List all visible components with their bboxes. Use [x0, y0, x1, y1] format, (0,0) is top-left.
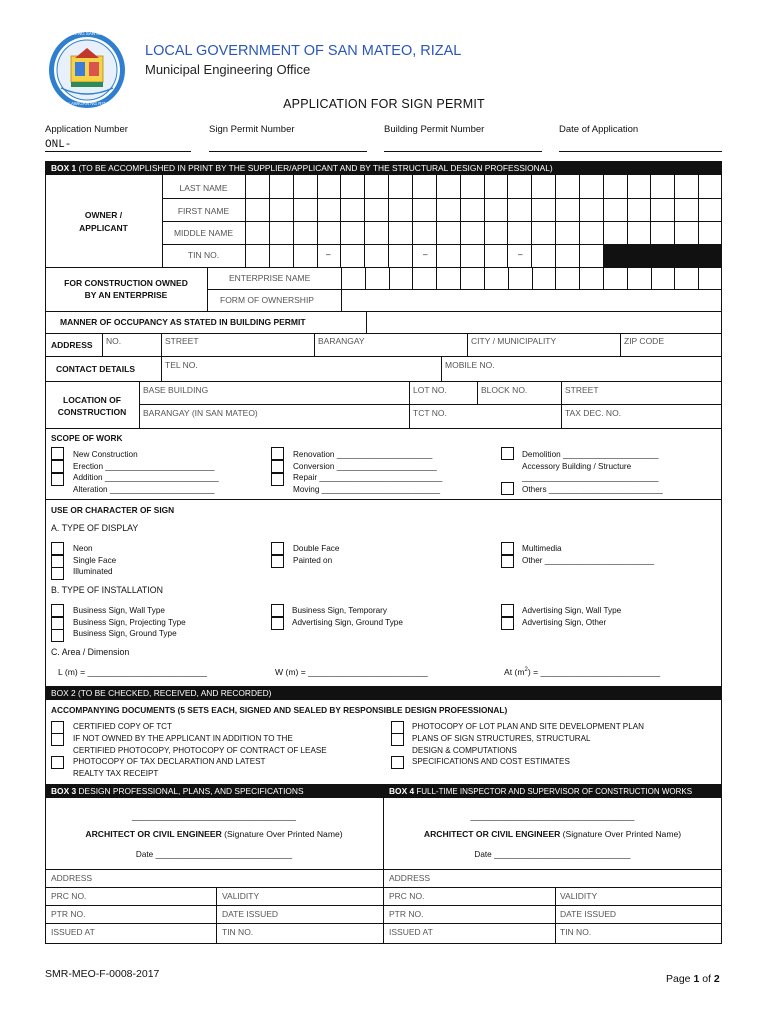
document-item: PHOTOCOPY OF LOT PLAN AND SITE DEVELOPMENT PLAN [412, 722, 644, 731]
display-checkbox[interactable] [51, 567, 64, 580]
box3-lead: BOX 3 [51, 786, 77, 796]
address-street-label: STREET [165, 336, 199, 346]
box4-bar-text: FULL-TIME INSPECTOR AND SUPERVISOR OF CONSTRUCTION WORKS [414, 787, 693, 796]
character-cell-divider [436, 175, 437, 267]
last-name-label: LAST NAME [179, 183, 228, 193]
scope-of-work-title: SCOPE OF WORK [51, 433, 123, 443]
character-cell-divider [603, 267, 604, 289]
character-cell-divider [412, 175, 413, 267]
install-col1 [73, 605, 186, 640]
occupancy-label: MANNER OF OCCUPANCY AS STATED IN BUILDING PERMIT [60, 317, 306, 327]
box4-signature-line[interactable]: ____________________________________ [470, 812, 635, 821]
installation-checkbox[interactable] [51, 629, 64, 642]
building-permit-number-line[interactable] [384, 151, 542, 152]
building-permit-number-label: Building Permit Number [384, 124, 485, 135]
install-item: Business Sign, Ground Type [73, 629, 177, 639]
character-cell-divider [340, 175, 341, 267]
character-cell-divider [365, 267, 366, 289]
box3-prc-label: PRC NO. [51, 891, 87, 901]
page-prefix: Page [666, 973, 694, 985]
col-line [161, 356, 162, 381]
scope-item: Renovation _____________________ [293, 450, 433, 459]
row-line [45, 887, 722, 888]
block-no-label: BLOCK NO. [481, 385, 528, 395]
tct-no-label: TCT NO. [413, 408, 447, 418]
box3-tin-label: TIN NO. [222, 927, 254, 937]
character-cell-divider [531, 175, 532, 267]
character-cell-divider [579, 267, 580, 289]
col-line [216, 887, 217, 944]
base-building-label: BASE BUILDING [143, 385, 209, 395]
enterprise-label-1: FOR CONSTRUCTION OWNED [64, 278, 188, 288]
row-line [45, 869, 722, 870]
install-item: Advertising Sign, Ground Type [292, 617, 403, 627]
enterprise-name-label: ENTERPRISE NAME [229, 273, 311, 283]
row-line [45, 923, 722, 924]
col-line [477, 381, 478, 404]
middle-name-label: MIDDLE NAME [173, 228, 234, 238]
enterprise-label-2: BY AN ENTERPRISE [84, 290, 168, 300]
character-cell-divider [674, 267, 675, 289]
area-field[interactable] [504, 667, 660, 677]
scope-item: Alteration _______________________ [73, 485, 215, 495]
scope-col2 [293, 449, 442, 496]
documents-right [412, 721, 644, 768]
use-of-sign-title: USE OR CHARACTER OF SIGN [51, 505, 175, 515]
box3-date-issued-label: DATE ISSUED [222, 909, 279, 919]
box3-ptr-label: PTR NO. [51, 909, 86, 919]
seal-text-bottom: LALAWIGAN NG RIZAL [62, 101, 112, 106]
scope-item: New Construction [73, 450, 138, 459]
scope-checkbox[interactable] [501, 482, 514, 495]
tin-dash-2: – [423, 250, 428, 259]
scope-item: ______________________________ [522, 473, 659, 483]
character-cell-divider [436, 267, 437, 289]
scope-item: Others _________________________ [522, 485, 663, 495]
box3-role [45, 829, 383, 839]
application-number-label: Application Number [45, 124, 128, 135]
owner-label-1: OWNER / [84, 210, 123, 220]
date-of-application-label: Date of Application [559, 124, 639, 135]
installation-checkbox[interactable] [271, 617, 284, 630]
address-no-label: NO. [106, 336, 122, 346]
character-cell-divider [627, 267, 628, 289]
box3-role-note: (Signature Over Printed Name) [221, 829, 343, 839]
document-item: PHOTOCOPY OF TAX DECLARATION AND LATEST [73, 757, 266, 767]
box3-address-label: ADDRESS [51, 873, 93, 883]
address-zip-label: ZIP CODE [624, 336, 664, 346]
lot-no-label: LOT NO. [413, 385, 447, 395]
character-cell-divider [460, 175, 461, 267]
scope-checkbox[interactable] [271, 473, 284, 486]
install-item: Business Sign, Wall Type [73, 606, 165, 615]
box3-validity-label: VALIDITY [222, 891, 260, 901]
page-number: 1 [693, 973, 700, 985]
office-name: Municipal Engineering Office [145, 62, 311, 77]
box1-bar [45, 161, 722, 175]
installation-checkbox[interactable] [501, 604, 514, 617]
tax-dec-no-label: TAX DEC. NO. [565, 408, 622, 418]
row-line [45, 499, 722, 500]
scope-checkbox[interactable] [51, 447, 64, 460]
page-total: 2 [713, 973, 720, 985]
col-line [555, 887, 556, 944]
document-checkbox[interactable] [51, 733, 64, 746]
document-item: DESIGN & COMPUTATIONS [412, 745, 517, 755]
scope-col1 [73, 449, 219, 496]
display-checkbox[interactable] [501, 542, 514, 555]
scope-item: Demolition _____________________ [522, 450, 659, 459]
display-item: Painted on [293, 555, 333, 565]
box4-address-label: ADDRESS [389, 873, 431, 883]
display-col1 [73, 543, 116, 578]
address-barangay-label: BARANGAY [318, 336, 365, 346]
box4-ptr-label: PTR NO. [389, 909, 424, 919]
install-col2 [292, 605, 403, 628]
org-name: LOCAL GOVERNMENT OF SAN MATEO, RIZAL [145, 43, 462, 59]
location-label-2: CONSTRUCTION [57, 407, 127, 417]
box4-tin-label: TIN NO. [560, 927, 592, 937]
box3-box4-divider [383, 784, 384, 944]
scope-item: Repair ___________________________ [293, 473, 443, 483]
contact-details-label: CONTACT DETAILS [56, 364, 136, 374]
row-line [207, 289, 722, 290]
character-cell-divider [579, 175, 580, 267]
document-checkbox[interactable] [391, 733, 404, 746]
install-item: Business Sign, Temporary [292, 606, 387, 615]
scope-col3 [522, 449, 663, 496]
install-item: Advertising Sign, Other [522, 617, 607, 627]
width-field[interactable]: W (m) = _________________________ [275, 667, 428, 677]
box3-bar-text: DESIGN PROFESSIONAL, PLANS, AND SPECIFICATIONS [76, 786, 304, 796]
box4-prc-label: PRC NO. [389, 891, 425, 901]
box3-role-title: ARCHITECT OR CIVIL ENGINEER [85, 829, 222, 839]
col-line [441, 356, 442, 381]
area-suffix: ) = _________________________ [527, 667, 661, 677]
address-label: ADDRESS [51, 340, 93, 350]
box1-bar-text: (TO BE ACCOMPLISHED IN PRINT BY THE SUPPLIER/APPLICANT AND BY THE STRUCTURAL DESIGN PROFESSIONAL) [76, 163, 553, 173]
scope-item: Accessory Building / Structure [522, 461, 632, 471]
character-cell-divider [389, 267, 390, 289]
character-cell-divider [484, 175, 485, 267]
character-cell-divider [555, 267, 556, 289]
installation-checkbox[interactable] [51, 604, 64, 617]
form-of-ownership-label: FORM OF OWNERSHIP [220, 295, 314, 305]
col-line [366, 311, 367, 333]
row-line [45, 428, 722, 429]
scope-checkbox[interactable] [271, 447, 284, 460]
accompanying-docs-title: ACCOMPANYING DOCUMENTS (5 SETS EACH, SIGNED AND SEALED BY RESPONSIBLE DESIGN PROFESSIONAL) [51, 705, 508, 715]
character-cell-divider [651, 267, 652, 289]
location-street-label: STREET [565, 385, 599, 395]
scope-checkbox[interactable] [51, 473, 64, 486]
scope-item: Addition _________________________ [73, 473, 219, 483]
col-line [467, 333, 468, 356]
box4-role-note: (Signature Over Printed Name) [560, 829, 682, 839]
box1-lead: BOX 1 [51, 163, 77, 173]
document-item: IF NOT OWNED BY THE APPLICANT IN ADDITION TO THE [73, 733, 293, 743]
character-cell-divider [532, 267, 533, 289]
character-cell-divider [388, 175, 389, 267]
col-line [314, 333, 315, 356]
first-name-label: FIRST NAME [177, 206, 230, 216]
documents-left [73, 721, 327, 780]
tin-label: TIN NO. [187, 250, 220, 260]
display-checkbox[interactable] [271, 555, 284, 568]
sign-permit-number-line[interactable] [209, 151, 367, 152]
barangay-san-mateo-label: BARANGAY (IN SAN MATEO) [143, 408, 258, 418]
character-cell-divider [460, 267, 461, 289]
col-line [620, 333, 621, 356]
character-cell-divider [698, 267, 699, 289]
document-item: REALTY TAX RECEIPT [73, 769, 159, 779]
form-title: APPLICATION FOR SIGN PERMIT [283, 97, 485, 111]
application-number-line [45, 151, 191, 152]
character-cell-divider [317, 175, 318, 267]
character-cell-divider [293, 175, 294, 267]
installation-checkbox[interactable] [501, 617, 514, 630]
document-item: CERTIFIED PHOTOCOPY, PHOTOCOPY OF CONTRACT OF LEASE [73, 745, 327, 755]
scope-item: Conversion ______________________ [293, 461, 437, 471]
display-col2 [293, 543, 339, 566]
area-dimension-title: C. Area / Dimension [51, 647, 130, 657]
box4-role [383, 829, 722, 839]
install-item: Business Sign, Projecting Type [73, 617, 186, 627]
character-cell-divider [508, 267, 509, 289]
type-of-display-title: A. TYPE OF DISPLAY [51, 523, 139, 533]
scope-checkbox[interactable] [51, 460, 64, 473]
type-of-installation-title: B. TYPE OF INSTALLATION [51, 585, 163, 595]
character-cell-divider [507, 175, 508, 267]
display-checkbox[interactable] [271, 542, 284, 555]
character-cell-divider [484, 267, 485, 289]
character-cell-divider [364, 175, 365, 267]
form-code: SMR-MEO-F-0008-2017 [45, 968, 160, 980]
seal-text-top: BAYAN NG SAN MATEO [62, 31, 113, 36]
location-label-1: LOCATION OF [63, 395, 121, 405]
page-mid: of [699, 973, 714, 985]
tin-blacked-cells [603, 244, 722, 267]
display-item: Other ________________________ [522, 555, 655, 565]
box3-signature-line[interactable]: ____________________________________ [132, 812, 296, 821]
box4-date[interactable]: Date ______________________________ [474, 850, 631, 859]
address-city-label: CITY / MUNICIPALITY [471, 336, 557, 346]
box4-issued-at-label: ISSUED AT [389, 927, 433, 937]
display-item: Neon [73, 544, 93, 553]
display-item: Multimedia [522, 544, 562, 553]
character-cell-divider [555, 175, 556, 267]
date-of-application-line[interactable] [559, 151, 722, 152]
row-line [139, 404, 722, 405]
owner-label-2: APPLICANT [79, 223, 128, 233]
document-item: SPECIFICATIONS AND COST ESTIMATES [412, 757, 570, 767]
install-col3 [522, 605, 621, 628]
box4-role-title: ARCHITECT OR CIVIL ENGINEER [423, 829, 561, 839]
display-item: Single Face [73, 555, 117, 565]
installation-checkbox[interactable] [271, 604, 284, 617]
scope-checkbox[interactable] [271, 460, 284, 473]
box3-bar [45, 784, 384, 798]
box3-date[interactable]: Date ______________________________ [135, 850, 293, 859]
box2-bar: BOX 2 (TO BE CHECKED, RECEIVED, AND RECORDED) [45, 686, 722, 700]
scope-checkbox[interactable] [501, 447, 514, 460]
mobile-no-label: MOBILE NO. [445, 360, 495, 370]
document-checkbox[interactable] [51, 756, 64, 769]
row-line [45, 311, 722, 312]
box4-validity-label: VALIDITY [560, 891, 598, 901]
scope-item: Erection ________________________ [73, 461, 215, 471]
length-field[interactable]: L (m) = _________________________ [58, 667, 208, 677]
box3-issued-at-label: ISSUED AT [51, 927, 95, 937]
document-item: CERTIFIED COPY OF TCT [73, 722, 172, 731]
col-line [102, 333, 103, 356]
box4-lead: BOX 4 [389, 786, 415, 796]
area-sup: 2 [524, 667, 528, 674]
document-item: PLANS OF SIGN STRUCTURES, STRUCTURAL [412, 733, 591, 743]
row-line [45, 905, 722, 906]
character-cell-divider [412, 267, 413, 289]
tel-no-label: TEL NO. [165, 360, 198, 370]
sign-permit-number-label: Sign Permit Number [209, 124, 295, 135]
enterprise-name-grid[interactable] [341, 267, 722, 289]
display-checkbox[interactable] [501, 555, 514, 568]
scope-item: Moving __________________________ [293, 485, 441, 495]
tin-dash-3: – [518, 250, 523, 259]
display-col3 [522, 543, 654, 566]
box4-bar [383, 784, 722, 798]
display-item: Double Face [293, 544, 340, 553]
display-checkbox[interactable] [51, 542, 64, 555]
col-line [161, 333, 162, 356]
character-cell-divider [269, 175, 270, 267]
area-prefix: At (m [504, 667, 525, 677]
page-indicator [666, 973, 720, 985]
display-item: Illuminated [73, 567, 113, 577]
row-line [45, 381, 722, 382]
document-checkbox[interactable] [391, 756, 404, 769]
tin-dash-1: – [326, 250, 331, 259]
row-line [45, 356, 722, 357]
application-number-value[interactable]: ONL- [45, 139, 72, 151]
box4-date-issued-label: DATE ISSUED [560, 909, 617, 919]
install-item: Advertising Sign, Wall Type [522, 606, 622, 615]
